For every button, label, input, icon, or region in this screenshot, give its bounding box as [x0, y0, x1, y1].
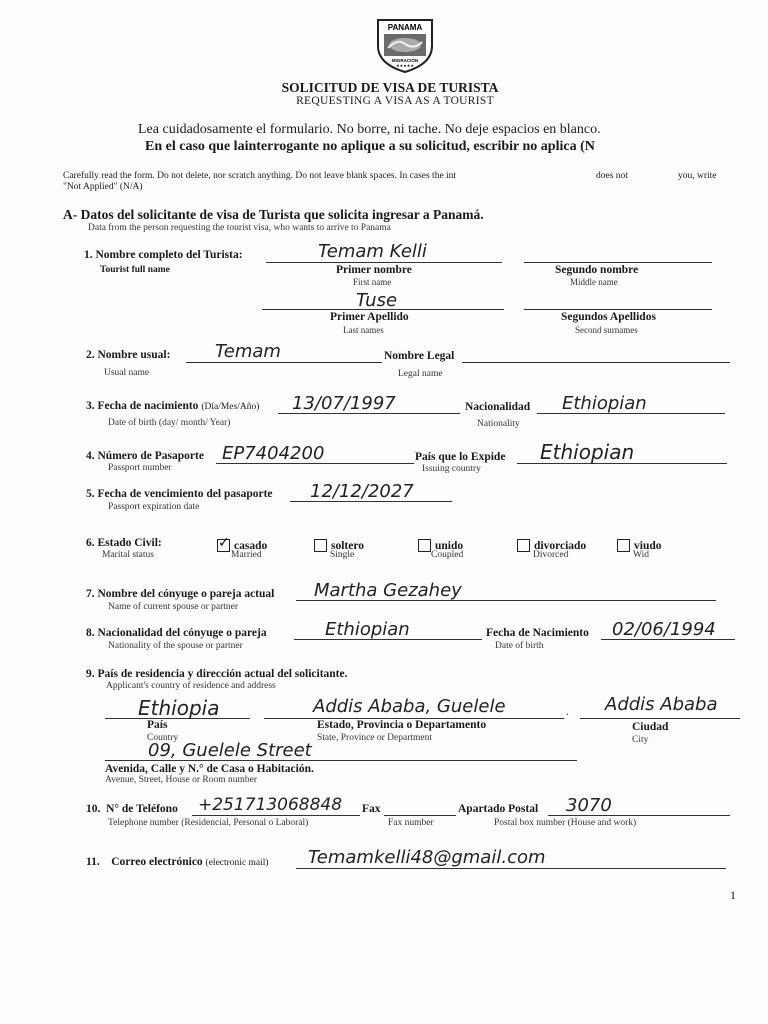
phone-en: Telephone number (Residencial, Personal o Laboral) — [108, 818, 309, 828]
instructions-es-1: Lea cuidadosamente el formulario. No borre, ni tache. No deje espacios en blanco. — [138, 122, 601, 137]
country-label: País — [147, 719, 168, 731]
street-en: Avenue, Street, House or Room number — [105, 775, 258, 785]
country-en: Country — [147, 733, 179, 743]
spouse-name-value[interactable]: Martha Gezahey — [314, 580, 462, 601]
usual-name-en: Usual name — [104, 368, 150, 378]
middle-name-line — [524, 262, 712, 263]
instructions-en-1b: does not — [596, 171, 628, 181]
panama-migracion-logo — [374, 16, 436, 74]
city-value[interactable]: Addis Ababa — [605, 694, 718, 715]
issuing-country-value[interactable]: Ethiopian — [540, 440, 635, 464]
option-coupled-en: Coupled — [431, 550, 464, 560]
logo-bottom-text: MIGRACIÓN — [391, 58, 419, 63]
passport-en: Passport number — [108, 463, 172, 473]
first-name-value[interactable]: Temam Kelli — [318, 241, 427, 262]
spouse-nationality-value[interactable]: Ethiopian — [325, 619, 410, 640]
q9-label-en: Applicant's country of residence and address — [106, 681, 276, 691]
issuing-country-label: País que lo Expide — [415, 451, 506, 463]
passport-value[interactable]: EP7404200 — [222, 443, 325, 464]
q2-label: 2. Nombre usual: — [86, 349, 171, 361]
issuing-country-en: Issuing country — [422, 464, 481, 474]
option-divorced[interactable]: divorciado — [517, 536, 586, 554]
spouse-dob-en: Date of birth — [495, 641, 544, 651]
section-a-subtitle: Data from the person requesting the tourist visa, who wants to arrive to Panama — [88, 223, 391, 233]
legal-name-en: Legal name — [398, 369, 443, 379]
fax-en: Fax number — [388, 818, 434, 828]
usual-name-value[interactable]: Temam — [215, 341, 281, 362]
dob-value[interactable]: 13/07/1997 — [292, 393, 396, 414]
checkbox-single[interactable] — [314, 539, 327, 552]
city-line — [580, 718, 740, 719]
second-surname-en: Second surnames — [575, 325, 638, 335]
checkbox-divorced[interactable] — [517, 539, 530, 552]
q7-label: 7. Nombre del cónyuge o pareja actual — [86, 588, 275, 600]
option-married[interactable]: ✓ casado — [217, 536, 267, 554]
q4-label: 4. Número de Pasaporte — [86, 450, 204, 462]
nationality-en: Nationality — [477, 419, 520, 429]
passport-exp-en: Passport expiration date — [108, 502, 200, 512]
city-en: City — [632, 735, 649, 745]
option-coupled[interactable]: unido — [418, 536, 463, 554]
q10-label: 10. N° de Teléfono — [86, 803, 178, 815]
q11-label: 11. Correo electrónico (electronic mail) — [86, 856, 269, 868]
state-en: State, Province or Department — [317, 733, 433, 743]
checkbox-married[interactable] — [217, 539, 230, 552]
state-label: Estado, Provincia o Departamento — [317, 719, 487, 731]
option-widowed[interactable]: viudo — [617, 536, 662, 554]
spouse-dob-value[interactable]: 02/06/1994 — [612, 619, 716, 640]
email-line — [296, 868, 726, 869]
first-name-en: First name — [353, 277, 392, 287]
postal-en: Postal box number (House and work) — [494, 818, 637, 828]
legal-name-line — [462, 362, 730, 363]
checkbox-widowed[interactable] — [617, 539, 630, 552]
instructions-es-2: En el caso que lainterrogante no aplique a su solicitud, escribir no aplica (N — [145, 139, 595, 154]
logo-top-text: PANAMA — [387, 23, 423, 32]
option-single-en: Single — [330, 550, 355, 560]
svg-text:★★★★★: ★★★★★ — [396, 63, 414, 68]
usual-name-line — [186, 362, 382, 363]
fax-line — [384, 815, 456, 816]
option-single[interactable]: soltero — [314, 536, 364, 554]
q8-label: 8. Nacionalidad del cónyuge o pareja — [86, 627, 267, 639]
phone-value[interactable]: +251713068848 — [198, 795, 343, 815]
spouse-name-en: Name of current spouse or partner — [108, 602, 239, 612]
section-a-title: A- Datos del solicitante de visa de Turista que solicita ingresar a Panamá. — [63, 207, 484, 222]
phone-line — [192, 815, 360, 816]
q9-label: 9. País de residencia y dirección actual del solicitante. — [86, 668, 348, 680]
title-es: SOLICITUD DE VISA DE TURISTA — [281, 80, 499, 95]
postal-value[interactable]: 3070 — [566, 795, 612, 816]
street-label: Avenida, Calle y N.° de Casa o Habitación. — [105, 763, 314, 775]
option-married-en: Married — [231, 550, 262, 560]
q1-label-en: Tourist full name — [100, 265, 170, 275]
second-surname-line — [524, 309, 712, 310]
spouse-nationality-en: Nationality of the spouse or partner — [108, 641, 243, 651]
legal-name-label: Nombre Legal — [384, 350, 455, 362]
option-divorced-en: Divorced — [533, 550, 569, 560]
instructions-en-1a: Carefully read the form. Do not delete, nor scratch anything. Do not leave blank spaces. In cases the int — [63, 171, 457, 181]
middle-name-en: Middle name — [570, 277, 618, 287]
passport-exp-value[interactable]: 12/12/2027 — [310, 481, 414, 502]
fax-label: Fax — [362, 803, 381, 815]
last-name-value[interactable]: Tuse — [356, 290, 398, 311]
q1-label: 1. Nombre completo del Turista: — [84, 249, 243, 261]
q5-label: 5. Fecha de vencimiento del pasaporte — [86, 488, 273, 500]
checkbox-coupled[interactable] — [418, 539, 431, 552]
page-number: 1 — [730, 888, 736, 902]
title-en: REQUESTING A VISA AS A TOURIST — [296, 95, 494, 107]
nationality-value[interactable]: Ethiopian — [562, 393, 647, 414]
last-name-label: Primer Apellido — [330, 311, 409, 323]
instructions-en-2: "Not Applied" (N/A) — [63, 182, 143, 192]
residence-country-value[interactable]: Ethiopia — [138, 696, 220, 720]
dob-en: Date of birth (day/ month/ Year) — [108, 418, 231, 428]
city-label: Ciudad — [632, 721, 669, 733]
second-surname-label: Segundos Apellidos — [561, 311, 656, 323]
nationality-label: Nacionalidad — [465, 401, 531, 413]
option-widowed-en: Wid — [633, 550, 649, 560]
instructions-en-1c: you, write — [678, 171, 717, 181]
last-name-en: Last names — [343, 325, 384, 335]
spouse-dob-label: Fecha de Nacimiento — [486, 627, 589, 639]
street-value[interactable]: 09, Guelele Street — [148, 740, 312, 761]
marital-en: Marital status — [102, 550, 154, 560]
first-name-line — [266, 262, 502, 263]
q3-label: 3. Fecha de nacimiento (Día/Mes/Año) — [86, 400, 260, 412]
email-value[interactable]: Temamkelli48@gmail.com — [308, 847, 546, 868]
state-value[interactable]: Addis Ababa, Guelele — [313, 696, 506, 717]
q6-label: 6. Estado Civil: — [86, 537, 162, 549]
middle-name-label: Segundo nombre — [555, 264, 639, 276]
first-name-label: Primer nombre — [336, 264, 412, 276]
postal-label: Apartado Postal — [458, 803, 539, 815]
